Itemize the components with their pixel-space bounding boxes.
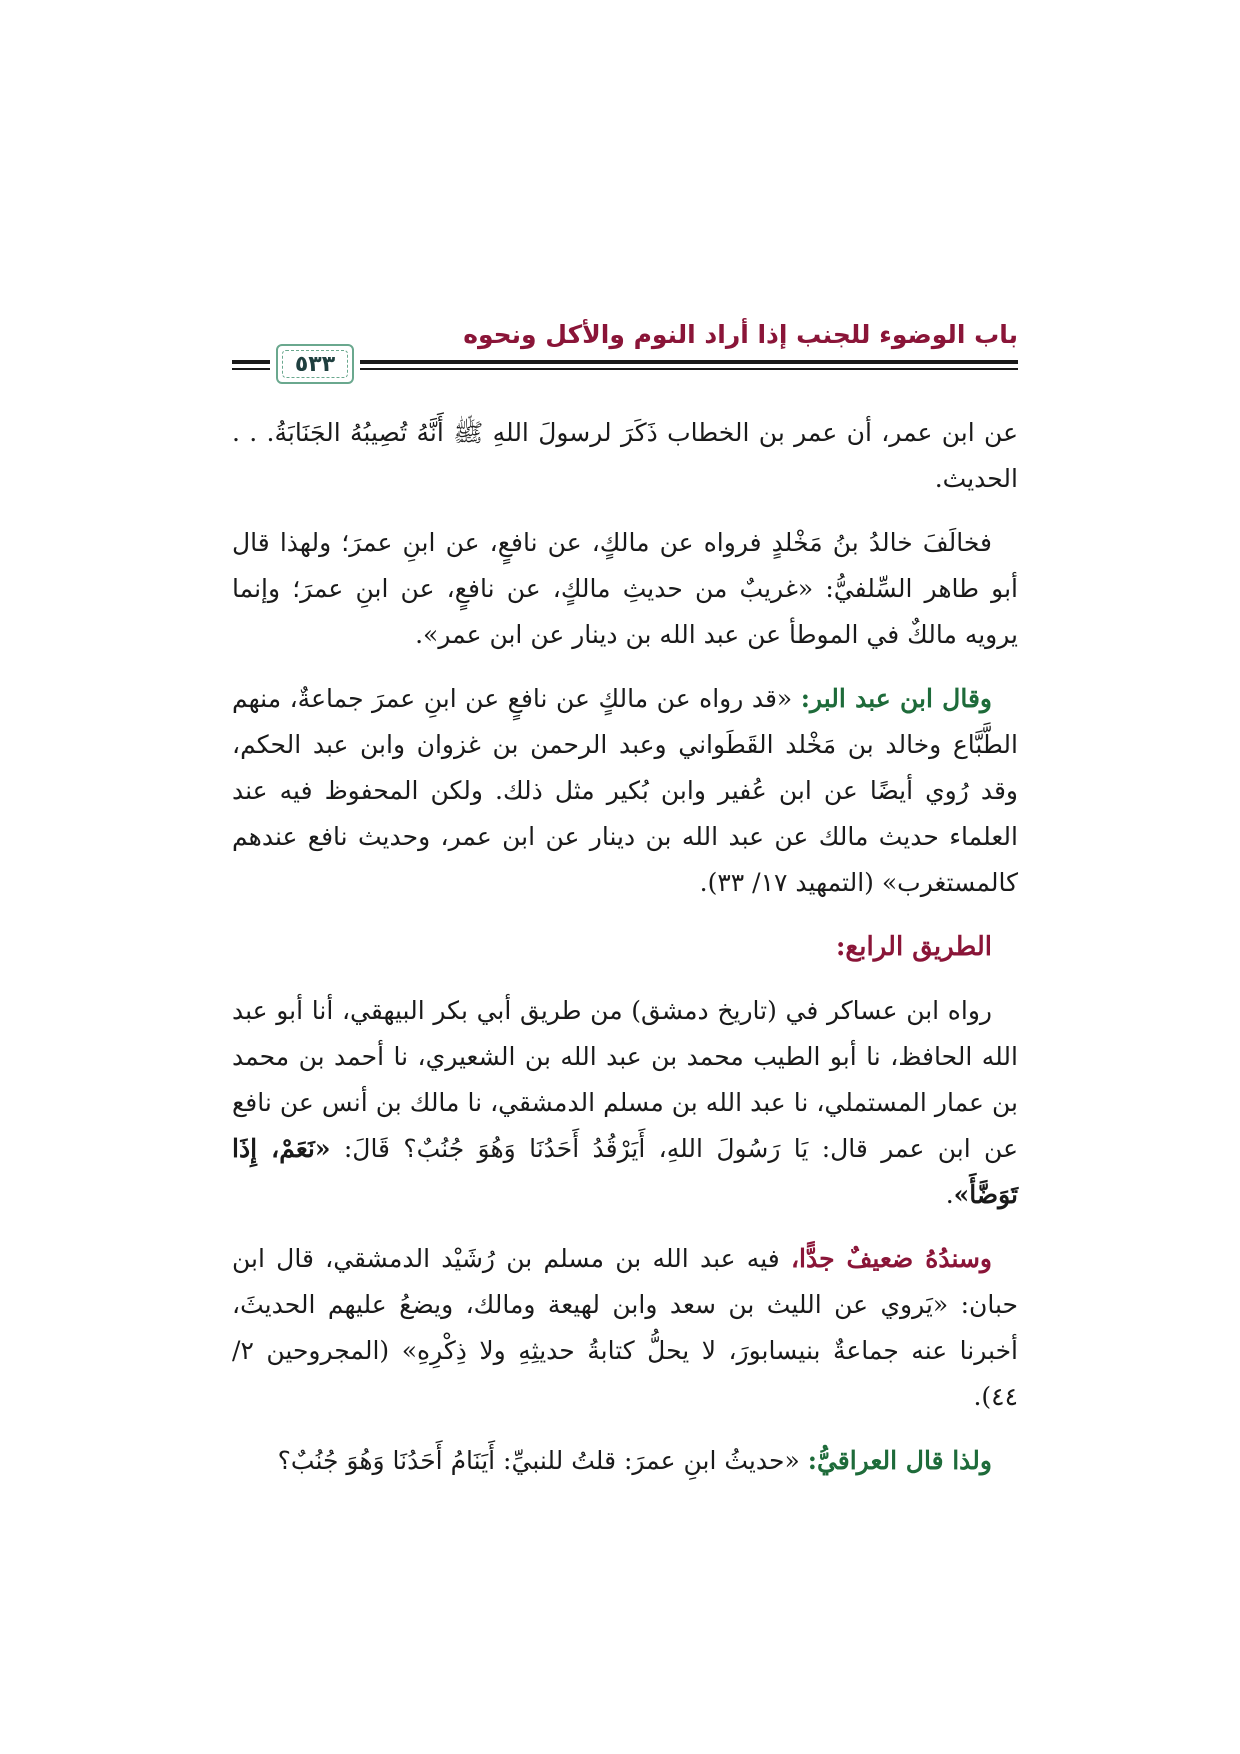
paragraph-lead: ولذا قال العراقيُّ:: [807, 1446, 992, 1475]
paragraph-text: رواه ابن عساكر في (تاريخ دمشق) من طريق أبي بكر البيهقي، أنا أبو عبد الله الحافظ، نا أبو الطيب محمد بن عبد الله بن الشعيري، نا أحمد بن محمد بن عمار المستملي، نا عبد الله بن مسلم الدمشقي، نا مالك بن أنس عن نافع عن ابن عمر قال: يَا رَسُولَ اللهِ، أَيَرْقُدُ أَحَدُنَا وَهُوَ جُنُبٌ؟ قَالَ:: [232, 996, 1018, 1163]
page-number-badge: [276, 344, 354, 384]
paragraph-lead: وقال ابن عبد البر:: [800, 684, 992, 713]
paragraph-text: عن ابن عمر، أن عمر بن الخطاب ذَكَرَ لرسولَ اللهِ ﷺ أَنَّهُ تُصِيبُهُ الجَنَابَةُ. . . الحديث.: [232, 418, 1018, 493]
paragraph-6: [232, 1438, 1018, 1484]
running-title: باب الوضوء للجنب إذا أراد النوم والأكل ونحوه: [463, 320, 1018, 349]
paragraph-text: «قد رواه عن مالكٍ عن نافعٍ عن ابنِ عمرَ جماعةٌ، منهم الطَّبَّاع وخالد بن مَخْلد القَطَواني وعبد الرحمن بن غزوان وابن عبد الحكم، وقد رُوي أيضًا عن ابن عُفير وابن بُكير مثل ذلك. ولكن المحفوظ فيه عند العلماء حديث مالك عن عبد الله بن دينار عن ابن عمر، وحديث نافع عندهم كالمستغرب» (التمهيد ١٧/ ٣٣).: [232, 684, 1018, 897]
paragraph-text: فخالَفَ خالدُ بنُ مَخْلدٍ فرواه عن مالكٍ، عن نافعٍ، عن ابنِ عمرَ؛ ولهذا قال أبو طاهر السِّلفيُّ: «غريبٌ من حديثِ مالكٍ، عن نافعٍ، عن ابنِ عمرَ؛ وإنما يرويه مالكٌ في الموطأ عن عبد الله بن دينار عن ابن عمر».: [232, 528, 1018, 649]
page-body: [232, 410, 1018, 1502]
paragraph-tail: .: [945, 1180, 954, 1209]
hadith-answer: «نَعَمْ، إِذَا تَوَضَّأَ»: [232, 1134, 1018, 1209]
page-header: [232, 312, 1018, 392]
header-rule-thin: [360, 368, 1018, 370]
section-heading: الطريق الرابع:: [835, 932, 992, 962]
page-number: ٥٣٣: [294, 351, 336, 377]
paragraph-lead: وسندُهُ ضعيفٌ جدًّا،: [790, 1244, 993, 1273]
paragraph-1: [232, 410, 1018, 502]
header-rule-left-thin: [232, 368, 270, 370]
header-rule-left-thick: [232, 360, 270, 364]
paragraph-4: [232, 988, 1018, 1218]
paragraph-3: [232, 676, 1018, 906]
paragraph-text: فيه عبد الله بن مسلم بن رُشَيْد الدمشقي، قال ابن حبان: «يَروي عن الليث بن سعد وابن لهيعة ومالك، ويضعُ عليهم الحديثَ، أخبرنا عنه جماعةٌ بنيسابورَ، لا يحلُّ كتابةُ حديثِهِ ولا ذِكْرِهِ» (المجروحين ٢/ ٤٤).: [232, 1244, 1018, 1411]
paragraph-text: «حديثُ ابنِ عمرَ: قلتُ للنبيِّ: أَيَنَامُ أَحَدُنَا وَهُوَ جُنُبٌ؟: [277, 1446, 808, 1475]
header-rule-thick: [360, 360, 1018, 364]
paragraph-2: [232, 520, 1018, 658]
paragraph-5: [232, 1236, 1018, 1420]
